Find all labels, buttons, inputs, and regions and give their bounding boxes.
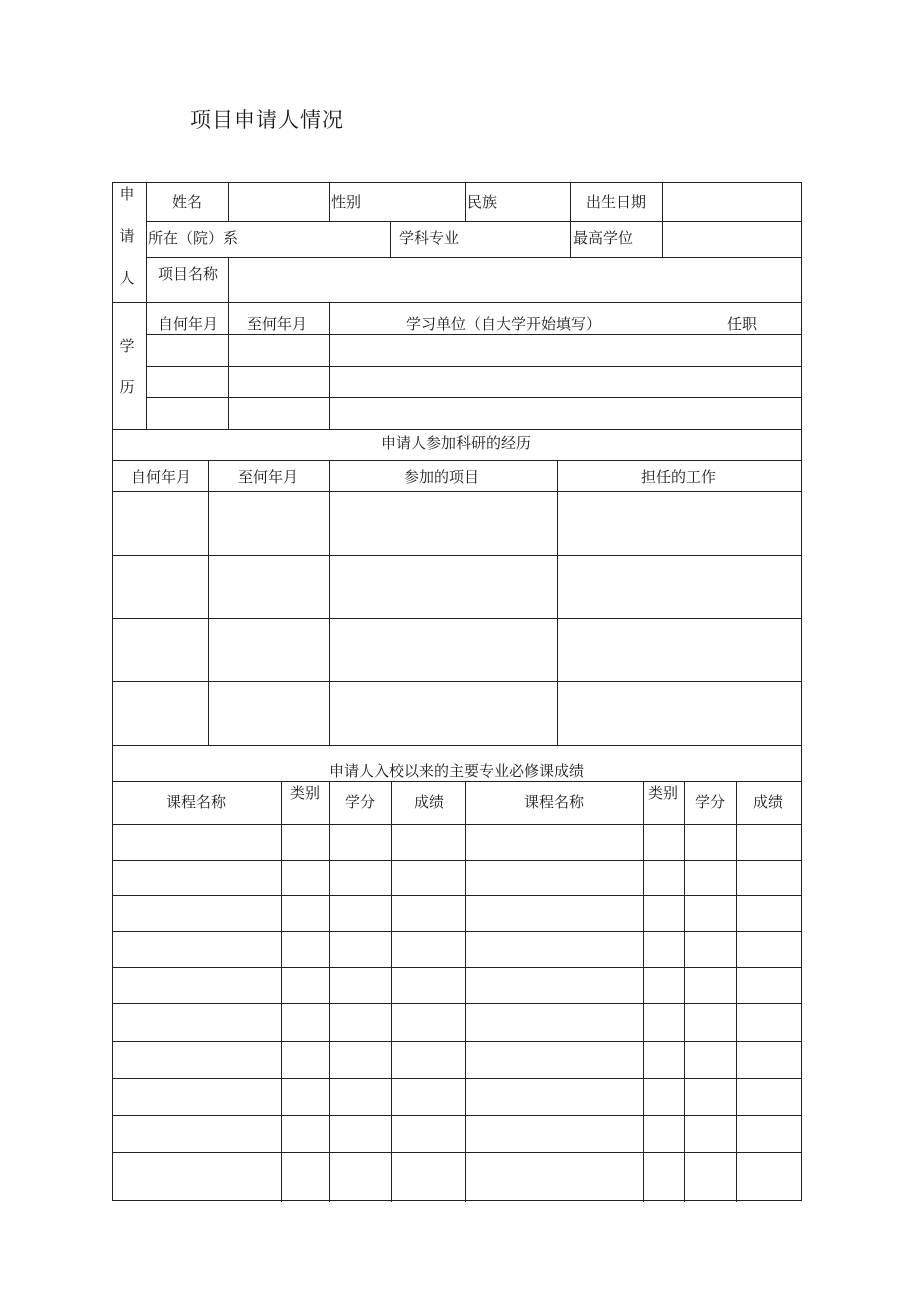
research-project-field[interactable] xyxy=(331,493,555,553)
research-from-field[interactable] xyxy=(115,683,206,743)
education-side-char: 学 xyxy=(119,337,135,355)
research-to-header: 至何年月 xyxy=(238,468,299,486)
research-to-field[interactable] xyxy=(210,620,327,679)
applicant-side-char: 请 xyxy=(119,227,135,245)
major-label: 学科专业 xyxy=(399,229,460,247)
research-from-field[interactable] xyxy=(115,557,206,616)
education-from-field[interactable] xyxy=(148,368,226,395)
course-credit-header: 学分 xyxy=(695,793,726,811)
education-unit-field[interactable] xyxy=(331,399,800,427)
education-to-field[interactable] xyxy=(230,399,327,427)
course-type-header: 类别 xyxy=(648,784,679,802)
page-title: 项目申请人情况 xyxy=(190,108,344,132)
research-role-field[interactable] xyxy=(559,557,800,616)
education-unit-field[interactable] xyxy=(331,336,800,364)
research-project-field[interactable] xyxy=(331,620,555,679)
major-field[interactable] xyxy=(463,223,568,255)
education-from-header: 自何年月 xyxy=(158,315,219,333)
name-field[interactable] xyxy=(230,185,327,219)
applicant-side-char: 人 xyxy=(119,269,135,287)
degree-field[interactable] xyxy=(664,223,800,255)
research-from-field[interactable] xyxy=(115,620,206,679)
course-credit-header: 学分 xyxy=(345,793,376,811)
ethnicity-field[interactable] xyxy=(518,185,568,219)
research-project-field[interactable] xyxy=(331,557,555,616)
project-name-label: 项目名称 xyxy=(158,265,219,283)
research-from-field[interactable] xyxy=(115,493,206,553)
gender-label: 性别 xyxy=(331,193,362,211)
education-to-field[interactable] xyxy=(230,336,327,364)
education-to-field[interactable] xyxy=(230,368,327,395)
applicant-form-table xyxy=(112,182,802,1201)
research-role-field[interactable] xyxy=(559,683,800,743)
birthdate-field[interactable] xyxy=(664,185,800,219)
degree-label: 最高学位 xyxy=(573,229,634,247)
research-from-header: 自何年月 xyxy=(131,468,192,486)
research-role-field[interactable] xyxy=(559,493,800,553)
research-to-field[interactable] xyxy=(210,557,327,616)
education-unit-header: 学习单位（自大学开始填写） xyxy=(406,315,602,333)
education-unit-field[interactable] xyxy=(331,368,800,395)
research-to-field[interactable] xyxy=(210,683,327,743)
project-name-field[interactable] xyxy=(230,259,800,300)
department-field[interactable] xyxy=(243,223,388,255)
applicant-side-char: 申 xyxy=(119,185,135,203)
education-to-header: 至何年月 xyxy=(247,315,308,333)
courses-section-title: 申请人入校以来的主要专业必修课成绩 xyxy=(329,762,585,780)
research-role-header: 担任的工作 xyxy=(641,468,717,486)
course-name-header: 课程名称 xyxy=(166,793,227,811)
gender-field[interactable] xyxy=(395,185,463,219)
education-from-field[interactable] xyxy=(148,399,226,427)
birthdate-label: 出生日期 xyxy=(586,193,647,211)
course-name-header: 课程名称 xyxy=(524,793,585,811)
research-role-field[interactable] xyxy=(559,620,800,679)
research-section-title: 申请人参加科研的经历 xyxy=(381,434,532,452)
research-project-header: 参加的项目 xyxy=(404,468,480,486)
course-type-header: 类别 xyxy=(290,784,321,802)
research-to-field[interactable] xyxy=(210,493,327,553)
education-position-header: 任职 xyxy=(727,315,758,333)
name-label: 姓名 xyxy=(172,193,203,211)
ethnicity-label: 民族 xyxy=(467,193,498,211)
education-side-char: 历 xyxy=(119,378,135,396)
research-project-field[interactable] xyxy=(331,683,555,743)
department-label: 所在（院）系 xyxy=(148,229,239,247)
course-score-header: 成绩 xyxy=(753,793,784,811)
course-score-header: 成绩 xyxy=(414,793,445,811)
education-from-field[interactable] xyxy=(148,336,226,364)
